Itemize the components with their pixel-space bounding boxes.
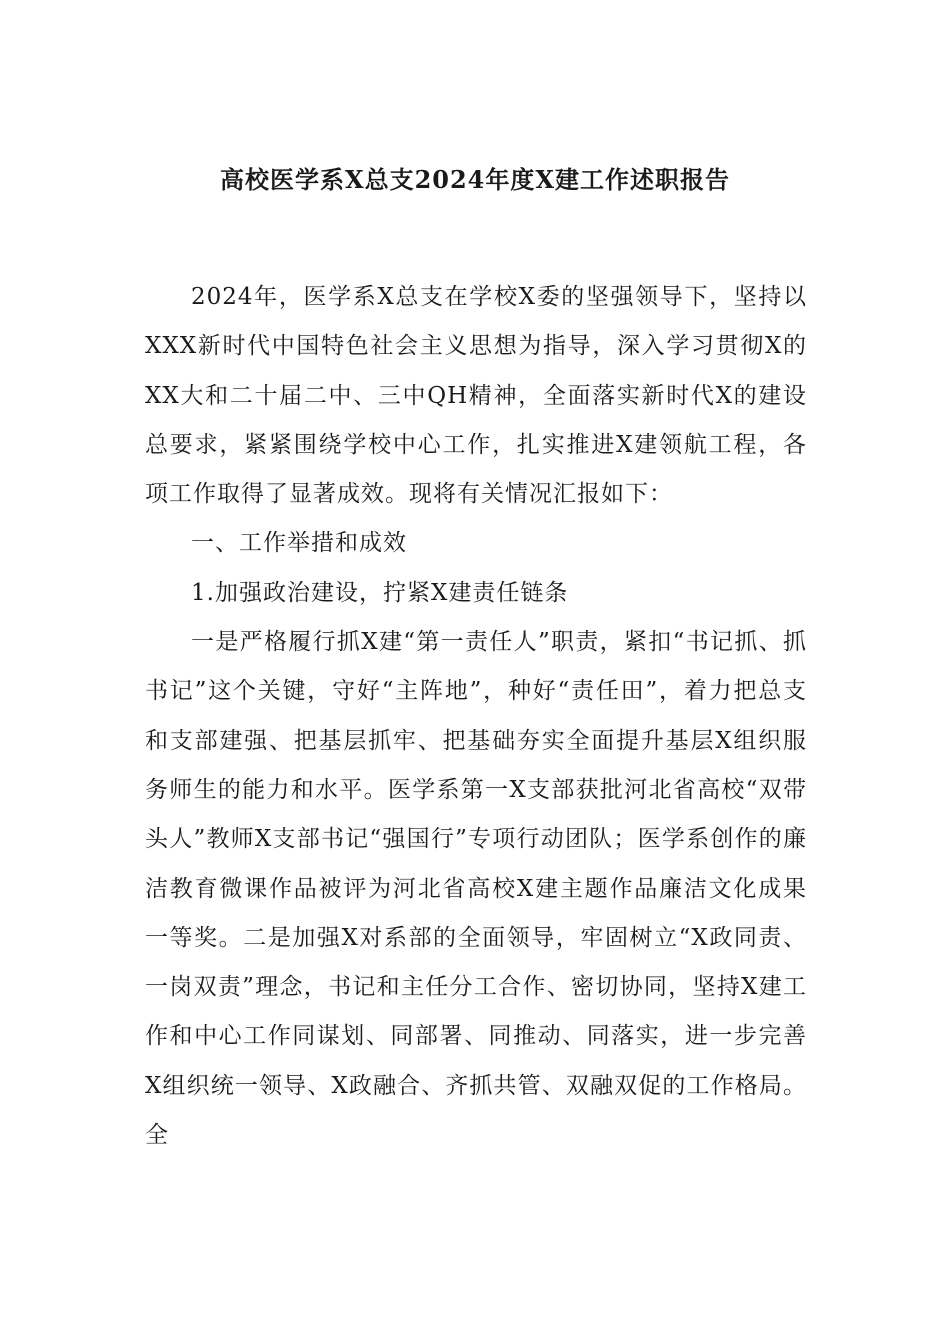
intro-paragraph: 2024年，医学系X总支在学校X委的坚强领导下，坚持以XXX新时代中国特色社会主义思想为指导，深入学习贯彻X的XX大和二十届二中、三中QH精神，全面落实新时代X的建设总要求，紧紧围绕学校中心工作，扎实推进X建领航工程，各项工作取得了显著成效。现将有关情况汇报如下： xyxy=(145,284,807,508)
document-body xyxy=(145,273,807,1160)
subsection-heading: 1.加强政治建设，拧紧X建责任链条 xyxy=(191,579,569,606)
document-title: 高校医学系X总支2024年度X建工作述职报告 xyxy=(219,165,731,194)
body-paragraph: 一是严格履行抓X建“第一责任人”职责，紧扣“书记抓、抓书记”这个关键，守好“主阵地”，种好“责任田”，着力把总支和支部建强、把基层抓牢、把基础夯实全面提升基层X组织服务师生的能力和水平。医学系第一X支部获批河北省高校“双带头人”教师X支部书记“强国行”专项行动团队；医学系创作的廉洁教育微课作品被评为河北省高校X建主题作品廉洁文化成果一等奖。二是加强X对系部的全面领导，牢固树立“X政同责、一岗双责”理念，书记和主任分工合作、密切协同，坚持X建工作和中心工作同谋划、同部署、同推动、同落实，进一步完善X组织统一领导、X政融合、齐抓共管、双融双促的工作格局。全 xyxy=(145,629,807,1149)
section-heading: 一、工作举措和成效 xyxy=(191,530,407,557)
